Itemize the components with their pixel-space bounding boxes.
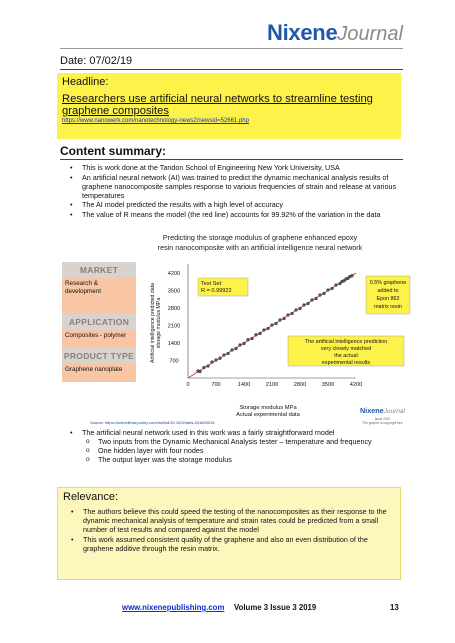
mini-logo-brand: Nixene: [360, 406, 384, 415]
data-point: [291, 312, 294, 315]
data-point: [207, 365, 210, 368]
data-point: [323, 292, 326, 295]
data-point: [327, 289, 330, 292]
data-point: [335, 284, 338, 287]
summary-divider: [60, 159, 403, 160]
application-value: Composites - polymer: [62, 330, 136, 348]
y-axis-title-line: storage modulus MPa: [156, 297, 162, 349]
headline-source-link[interactable]: https://www.nanowerk.com/nanotechnology-news2/newsid=52661.php: [62, 118, 249, 124]
headline-box: [57, 73, 401, 139]
y-tick-label: 700: [169, 358, 179, 365]
logo-journal: Journal: [337, 23, 403, 45]
y-tick-label: 4200: [167, 271, 181, 277]
data-point: [275, 322, 278, 325]
figure-title-line: Predicting the storage modulus of graphene enhanced epoxy: [162, 233, 358, 242]
sub-list-item: o Two inputs from the Dynamic Mechanical Analysis tester – temperature and frequency: [70, 437, 400, 446]
graphene-note-line: added to: [377, 288, 399, 294]
list-item: • The authors believe this could speed the testing of the nanocomposites as their response to the dynamic mechanical analysis of temperature and strain rates could be predicted from a small number of test results and compared against the model: [71, 507, 395, 534]
list-item: • This work assumed consistent quality of the graphene and also an even distribution of the graphene additive through the resin matrix.: [71, 535, 395, 553]
mini-logo-tag: The graphic is copyright free: [362, 421, 403, 426]
data-point: [283, 317, 286, 320]
x-tick-label: 3500: [321, 382, 335, 388]
list-item: • An artificial neural network (AI) was trained to predict the dynamic mechanical analysis results of graphene nanocomposite samples response to various frequencies of strain and release at various temperatures: [70, 173, 400, 200]
relevance-box: [57, 487, 401, 580]
x-tick-label: 4200: [349, 382, 363, 388]
data-point: [243, 342, 246, 345]
data-point: [279, 319, 282, 322]
footer-website-link[interactable]: www.nixenepublishing.com: [122, 603, 225, 612]
data-point: [239, 344, 242, 347]
data-point: [203, 366, 206, 369]
test-set-label: Test Set: [201, 281, 222, 287]
y-tick-label: 2100: [167, 323, 181, 330]
graphene-note-line: 0.5% graphene: [369, 280, 407, 286]
market-value: Research & development: [62, 278, 136, 314]
details-list: [70, 428, 400, 464]
data-point: [315, 297, 318, 300]
application-heading: APPLICATION: [62, 314, 136, 330]
storage-modulus-chart: [146, 264, 414, 400]
mini-logo-tag: Issue 2019: [374, 417, 391, 421]
prediction-note-line: The artificial intelligence prediction: [304, 339, 388, 345]
y-tick-label: 2800: [167, 306, 181, 312]
footer-issue: Volume 3 Issue 3 2019: [234, 603, 317, 612]
relevance-label: Relevance:: [63, 491, 119, 503]
data-point: [303, 304, 306, 307]
logo-brand: Nixene: [267, 20, 338, 45]
data-point: [267, 327, 270, 330]
x-tick-label: 0: [186, 382, 190, 388]
data-point: [215, 359, 218, 362]
x-axis-title-line: Actual experimental data: [236, 412, 300, 418]
mini-logo-journal: Journal: [383, 408, 405, 415]
header-divider: [60, 48, 403, 49]
data-point: [307, 302, 310, 305]
figure-title-line: resin nanocomposite with an artificial intelligence neural network: [157, 242, 363, 252]
list-item: • The artificial neural network used in this work was a fairly straightforward model: [70, 428, 400, 437]
sub-list-item: o One hidden layer with four nodes: [70, 446, 400, 455]
figure-source[interactable]: Source: https://onlinelibrary.wiley.com/doi/full/10.1002/adts.201800015: [90, 420, 215, 425]
data-point: [211, 361, 214, 364]
summary-title: Content summary:: [60, 144, 167, 158]
x-axis-title-line: Storage modulus MPa: [239, 405, 297, 411]
data-point: [287, 314, 290, 317]
page-number: 13: [390, 603, 399, 612]
x-tick-label: 700: [211, 382, 221, 388]
relevance-list: [63, 507, 395, 553]
list-item: • This is work done at the Tandon School of Engineering New York University, USA: [70, 163, 400, 172]
y-axis-title-line: Artificial intelligence predicted data: [150, 283, 156, 363]
x-tick-label: 1400: [237, 382, 251, 388]
data-point: [255, 333, 258, 336]
headline-label: Headline:: [62, 76, 109, 88]
r-value-label: R = 0.99922: [201, 288, 232, 294]
date-label: Date:: [60, 55, 87, 67]
data-point: [235, 347, 238, 350]
prediction-note-line: experimental results: [321, 360, 371, 366]
data-point: [231, 349, 234, 352]
summary-list: [70, 163, 400, 219]
data-point: [251, 337, 254, 340]
date-line: [60, 55, 132, 67]
market-heading: MARKET: [62, 262, 136, 278]
figure-mini-logo: [355, 401, 410, 425]
data-point: [259, 332, 262, 335]
data-point: [263, 329, 266, 332]
date-divider: [60, 69, 403, 70]
x-tick-label: 2100: [265, 382, 279, 388]
prediction-note-line: the actual: [334, 353, 358, 359]
list-item: • The value of R means the model (the red line) accounts for 99.92% of the variation in the data: [70, 210, 400, 219]
graphene-note-line: Epon 862: [376, 296, 400, 302]
product-type-heading: PRODUCT TYPE: [62, 348, 136, 364]
data-point: [247, 338, 250, 341]
data-point: [219, 357, 222, 360]
graphene-note-line: matrix resin: [374, 304, 402, 310]
data-point: [295, 309, 298, 312]
data-point: [271, 324, 274, 327]
sub-list-item: o The output layer was the storage modulus: [70, 455, 400, 464]
data-point: [299, 307, 302, 310]
headline-text[interactable]: Researchers use artificial neural networks to streamline testing graphene composites: [62, 93, 373, 117]
data-point: [227, 352, 230, 355]
data-point: [223, 354, 226, 357]
date-value: 07/02/19: [89, 55, 133, 67]
prediction-note-line: very closely matched: [320, 346, 372, 352]
journal-logo: [267, 22, 403, 44]
x-tick-label: 2800: [293, 382, 307, 388]
list-item: • The AI model predicted the results with a high level of accuracy: [70, 200, 400, 209]
data-point: [351, 274, 354, 277]
figure-side-panel: [62, 262, 136, 382]
figure-title: [130, 233, 390, 252]
data-point: [319, 294, 322, 297]
data-point: [331, 287, 334, 290]
data-point: [311, 299, 314, 302]
product-type-value: Graphene nanoplate: [62, 364, 136, 382]
x-axis-title: [188, 405, 348, 419]
data-point: [199, 370, 202, 373]
y-tick-label: 1400: [167, 341, 181, 347]
y-tick-label: 3500: [167, 288, 181, 295]
